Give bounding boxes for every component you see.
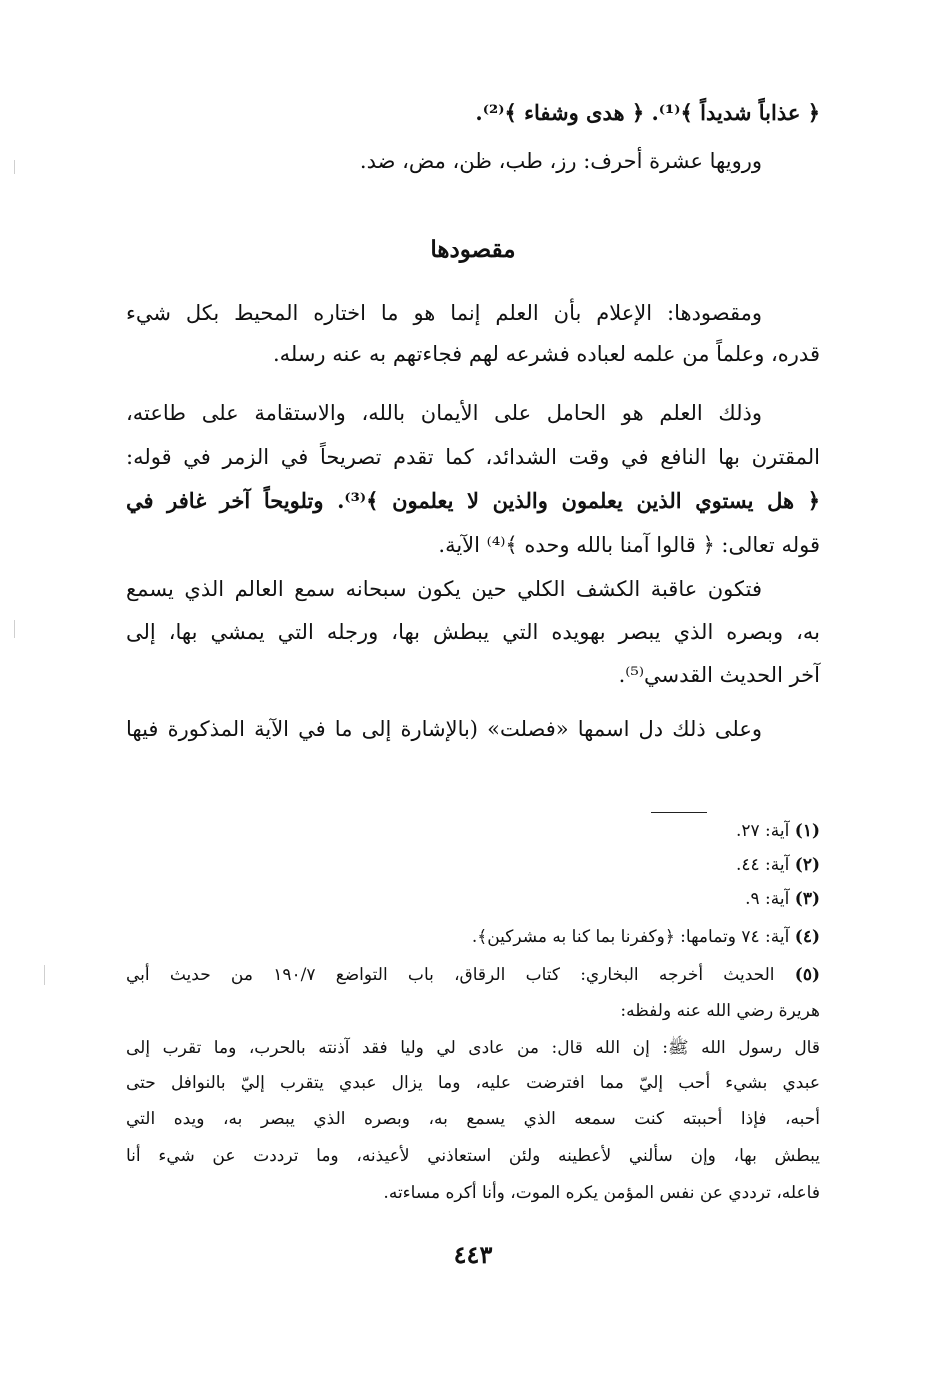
paragraph-line: وذلك العلم هو الحامل على الأيمان بالله، والاستقامة على طاعته، (126, 401, 762, 425)
scan-artifact (44, 965, 45, 985)
footnote-continuation-line: فاعله، ترددي عن نفس المؤمن يكره الموت، وأنا أكره مساءته. (383, 1183, 820, 1203)
paragraph-line: قدره، وعلماً من علمه لعباده فشرعه لهم فجاءتهم به عنه رسله. (272, 342, 820, 366)
footnote-number: (٤) (794, 927, 820, 947)
footnote-number: (٢) (794, 855, 820, 875)
page-number: ٤٤٣ (453, 1240, 493, 1269)
footnote (126, 852, 820, 878)
footnote-number: (٥) (794, 965, 820, 985)
footnote-continuation-line: هريرة رضي الله عنه ولفظه: (620, 1001, 820, 1021)
footnote-number: (٣) (794, 889, 820, 909)
footnote-text: آية: ٤٤. (735, 855, 790, 875)
paragraph-line: آخر الحديث القدسي⁽⁵⁾. (618, 663, 820, 687)
footnote-continuation-line: أحبه، فإذا أحببته كنت سمعه الذي يسمع به، وبصره الذي يبصر به، ويده التي (126, 1109, 820, 1129)
footnote (126, 962, 820, 988)
footnote (126, 886, 820, 912)
paragraph-line: فتكون عاقبة الكشف الكلي حين يكون سبحانه سمع العالم الذي يسمع (126, 577, 762, 601)
scan-artifact (14, 620, 15, 638)
paragraph-line: المقترن بها النافع في وقت الشدائد، كما تقدم تصريحاً في الزمر في قوله: (126, 445, 820, 469)
paragraph-line: ومقصودها: الإعلام بأن العلم إنما هو ما اختاره المحيط بكل شيء (126, 301, 762, 325)
footnote (126, 924, 820, 950)
paragraph-line: قوله تعالى: ﴿ قالوا آمنا بالله وحده ﴾⁽⁴⁾ الآية. (438, 533, 820, 557)
footnote (126, 818, 820, 844)
footnote-separator (651, 812, 707, 813)
footnote-text: الحديث أخرجه البخاري: كتاب الرقاق، باب التواضع ١٩٠/٧ من حديث أبي (126, 965, 775, 985)
footnote-text: آية: ٧٤ وتمامها: ﴿وكفرنا بما كنا به مشركين﴾. (471, 927, 790, 947)
paragraph-line: ﴿ هل يستوي الذين يعلمون والذين لا يعلمون ﴾⁽³⁾. وتلويحاً آخر غافر في (126, 488, 820, 513)
footnote-number: (١) (794, 821, 820, 841)
rhyme-letters-line: ورويها عشرة أحرف: رز، طب، ظن، مض، ضد. (359, 149, 762, 173)
footnote-text: آية: ٢٧. (735, 821, 790, 841)
paragraph-line: به، وبصره الذي يبصر بهويده التي يبطش بها، ورجله التي يمشي بها، إلى (126, 620, 820, 644)
scan-artifact (14, 160, 15, 174)
footnote-continuation-line: يبطش بها، وإن سألني لأعطينه ولئن استعاذني لأعيذنه، وما ترددت عن شيء أنا (126, 1146, 820, 1166)
footnote-continuation-line: قال رسول الله ﷺ: إن الله قال: من عادى لي وليا فقد آذنته بالحرب، وما تقرب إلى (126, 1038, 820, 1058)
footnote-continuation-line: عبدي بشيء أحب إليّ مما افترضت عليه، وما يزال عبدي يتقرب إليّ بالنوافل حتى (126, 1073, 820, 1093)
footnote-text: آية: ٩. (745, 889, 790, 909)
paragraph-line: وعلى ذلك دل اسمها «فصلت» (بالإشارة إلى ما في الآية المذكورة فيها (126, 717, 762, 741)
quran-fragment-line: ﴿ عذاباً شديداً ﴾⁽¹⁾. ﴿ هدى وشفاء ﴾⁽²⁾. (475, 100, 820, 125)
section-heading: مقصودها (430, 236, 516, 263)
